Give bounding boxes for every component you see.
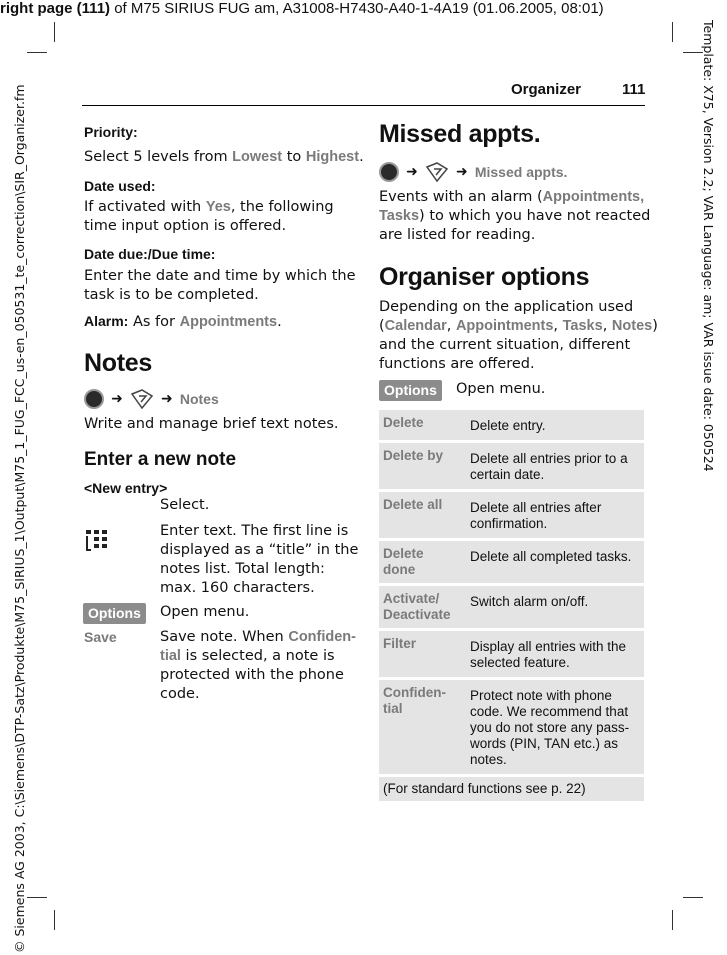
table-row (379, 410, 644, 440)
options-softkey-right[interactable]: Options (379, 380, 442, 401)
option-name: Delete done (379, 541, 462, 583)
text-run: Depending on the application used (379, 299, 634, 315)
crop-mark (672, 910, 673, 930)
table-row (379, 492, 644, 538)
text-run: , the following (230, 199, 334, 215)
text-run: If activated with (84, 199, 206, 215)
value-yes: Yes (205, 199, 231, 215)
option-name: Filter (379, 631, 462, 677)
crop-mark (27, 897, 47, 898)
text-run: Enter the date and time by which the (84, 268, 356, 284)
value-confidential-cont: tial (160, 648, 181, 664)
text-run: and the current situation, different (379, 337, 631, 353)
enter-note-heading: Enter a new note (84, 449, 237, 470)
option-desc: Delete all completed tasks. (462, 541, 644, 583)
crop-mark (683, 52, 703, 53)
text-run: , (446, 318, 456, 334)
crop-mark (683, 897, 703, 898)
print-metadata (0, 0, 727, 18)
side-template-info: Template: X75, Version 2.2; VAR Language: am; VAR issue date: 050524 (701, 20, 716, 472)
option-desc: Delete all entries prior to a certain date. (462, 443, 644, 489)
print-metadata-prefix: right page (111) (0, 0, 111, 17)
option-desc: Delete all entries after confirmation. (462, 492, 644, 538)
text-run: max. 160 characters. (160, 580, 315, 596)
value-calendar: Calendar (384, 318, 447, 334)
text-run: displayed as a “title” in the (160, 542, 359, 558)
text-run: to (282, 149, 306, 165)
priority-text (84, 148, 364, 167)
value-lowest: Lowest (232, 149, 283, 165)
new-entry-desc: Select. (160, 497, 210, 513)
notes-heading: Notes (84, 349, 152, 377)
text-run: As for (128, 314, 180, 330)
text-run: protected with the phone (160, 667, 344, 683)
alarm-label: Alarm: (84, 313, 129, 329)
date-due-text (84, 267, 356, 305)
text-run: ) to which you have not reacted (419, 208, 651, 224)
enter-text-desc (160, 522, 358, 598)
notes-nav-path (84, 388, 219, 410)
nav-label-missed-appts: Missed appts. (474, 164, 568, 180)
nav-key-icon (84, 389, 104, 409)
text-run: ) (652, 318, 658, 334)
text-run: task is to be completed. (84, 287, 259, 303)
text-run: , (553, 318, 563, 334)
text-run: Enter text. The first line is (160, 523, 349, 539)
date-used-text (84, 198, 334, 236)
text-run: functions are offered. (379, 356, 535, 372)
arrow-right-icon: ➜ (161, 391, 173, 407)
option-desc: Display all entries with the selected feature. (462, 631, 644, 677)
options-table (379, 407, 644, 804)
nav-label-notes: Notes (179, 391, 219, 407)
text-run: is selected, a note is (180, 648, 335, 664)
arrow-right-icon: ➜ (456, 164, 468, 180)
option-name: Confiden-tial (379, 680, 462, 774)
option-desc: Switch alarm on/off. (462, 586, 644, 628)
text-run: notes list. Total length: (160, 561, 325, 577)
crop-mark (54, 910, 55, 930)
value-notes: Notes (611, 318, 653, 334)
alarm-text (84, 312, 282, 332)
text-run: ( (379, 318, 385, 334)
save-key[interactable]: Save (84, 629, 117, 645)
page-number: 111 (622, 81, 646, 98)
table-row (379, 680, 644, 774)
value-appointments: Appointments (179, 314, 278, 330)
text-run: . (277, 314, 282, 330)
text-run: Select 5 levels from (84, 149, 233, 165)
new-entry-key: <New entry> (84, 480, 168, 496)
missed-appts-desc (379, 188, 650, 245)
crop-mark (672, 22, 673, 42)
option-name: Delete all (379, 492, 462, 538)
option-name: Delete (379, 410, 462, 440)
text-run: code. (160, 686, 200, 702)
value-confidential: Confiden- (288, 629, 356, 645)
text-run: , (602, 318, 612, 334)
options-softkey-right-desc: Open menu. (456, 381, 546, 397)
date-used-label: Date used: (84, 178, 156, 194)
header-rule (82, 105, 645, 106)
table-row (379, 541, 644, 583)
option-desc: Protect note with phone code. We recommend that you do not store any pass-words (PIN, TAN etc.) as notes. (462, 680, 644, 774)
table-row (379, 586, 644, 628)
crop-mark (54, 22, 55, 42)
print-metadata-rest: of M75 SIRIUS FUG am, A31008-H7430-A40-1-4A19 (01.06.2005, 08:01) (110, 0, 604, 17)
text-run: Events with an alarm ( (379, 189, 543, 205)
value-appointments: Appointments, (542, 189, 645, 205)
value-tasks: Tasks (379, 208, 420, 224)
option-name: Delete by (379, 443, 462, 489)
organiser-options-desc (379, 298, 658, 374)
organizer-icon (425, 161, 449, 183)
text-run: time input option is offered. (84, 218, 287, 234)
date-due-label: Date due:/Due time: (84, 246, 216, 262)
crop-mark (27, 52, 47, 53)
text-run: . (359, 149, 364, 165)
notes-description: Write and manage brief text notes. (84, 416, 339, 432)
arrow-right-icon: ➜ (111, 391, 123, 407)
text-run: Save note. When (160, 629, 289, 645)
missed-nav-path (379, 161, 567, 183)
option-name: Activate/ Deactivate (379, 586, 462, 628)
priority-label: Priority: (84, 124, 138, 140)
nav-key-icon (379, 162, 399, 182)
table-row (379, 631, 644, 677)
options-softkey-desc: Open menu. (160, 604, 250, 620)
options-softkey[interactable]: Options (83, 603, 146, 624)
arrow-right-icon: ➜ (406, 164, 418, 180)
keypad-icon (84, 528, 116, 554)
table-row (379, 443, 644, 489)
organiser-options-heading: Organiser options (379, 263, 590, 291)
running-header-title: Organizer (511, 81, 582, 98)
organizer-icon (130, 388, 154, 410)
table-footer-row (379, 777, 644, 801)
value-tasks: Tasks (562, 318, 603, 334)
option-desc: Delete entry. (462, 410, 644, 440)
side-copyright-path: © Siemens AG 2003, C:\Siemens\DTP-Satz\Produkte\M75_SIRIUS_1\Output\M75_1_FUG_FCC_us-en_050531_te_correction\SIR_Organizer.fm (12, 84, 27, 953)
text-run: are listed for reading. (379, 227, 536, 243)
value-appointments: Appointments (455, 318, 554, 334)
missed-appts-heading: Missed appts. (379, 120, 541, 148)
value-highest: Highest (305, 149, 360, 165)
save-desc (160, 628, 356, 704)
table-footer: (For standard functions see p. 22) (379, 777, 644, 801)
